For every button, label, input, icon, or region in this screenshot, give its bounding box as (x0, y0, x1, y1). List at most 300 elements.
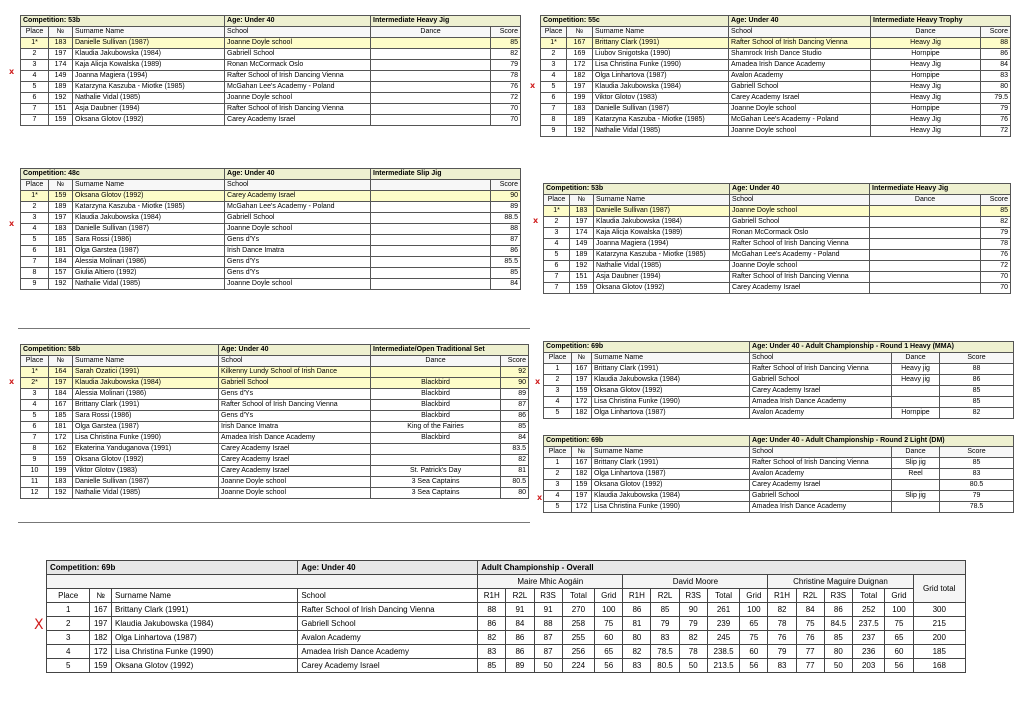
table-row (544, 364, 1014, 375)
cell-dance (371, 455, 501, 466)
cell-score: 60 (740, 645, 768, 659)
cell-dance: Heavy Jig (871, 82, 981, 93)
cell-name: Olga Linhartova (1987) (111, 631, 297, 645)
table-row (544, 283, 1011, 294)
cell-grid-total: 168 (913, 659, 965, 673)
cell-school: Joanne Doyle school (219, 488, 371, 499)
col-name: Surname Name (73, 180, 225, 191)
cell-score: 87 (534, 631, 562, 645)
age-label: Age: Under 40 (729, 16, 871, 27)
cell-number: 149 (49, 71, 73, 82)
cell-place: 5 (47, 659, 90, 673)
cell-score: 50 (534, 659, 562, 673)
cell-school: Amadea Irish Dance Academy (729, 60, 871, 71)
competition-label: Competition: 69b (544, 436, 750, 447)
cell-school: Avalon Academy (298, 631, 478, 645)
cell-dance (371, 235, 491, 246)
cell-number: 192 (567, 126, 593, 137)
cell-name: Oksana Glotov (1992) (73, 191, 225, 202)
table-row (47, 603, 966, 617)
competition-label: Competition: 58b (21, 345, 219, 356)
cell-score: 89 (506, 659, 534, 673)
table-row (21, 268, 521, 279)
cell-place: 5 (544, 250, 570, 261)
cell-dance: Slip jig (892, 491, 940, 502)
cell-name: Klaudia Jakubowska (1984) (73, 49, 225, 60)
table-row (21, 235, 521, 246)
cell-number: 189 (49, 82, 73, 93)
cell-place: 2 (544, 217, 570, 228)
cell-score: 88 (981, 38, 1011, 49)
cell-school: Joanne Doyle school (729, 126, 871, 137)
cell-score: 90 (501, 378, 529, 389)
cell-number: 192 (49, 488, 73, 499)
table-row (21, 104, 521, 115)
cell-name: Viktor Glotov (1983) (593, 93, 729, 104)
cell-number: 169 (567, 49, 593, 60)
cell-score: 83 (940, 469, 1014, 480)
table-row (544, 228, 1011, 239)
cell-name: Klaudia Jakubowska (1984) (73, 213, 225, 224)
competition-label: Competition: 69b (47, 561, 298, 575)
table-title: Intermediate Slip Jig (371, 169, 521, 180)
cell-name: Olga Garstea (1987) (73, 246, 225, 257)
cell-place: 6 (21, 246, 49, 257)
table-row (541, 115, 1011, 126)
cell-dance (371, 115, 491, 126)
judge-name: Christine Maguire Duignan (768, 575, 913, 589)
col-dance: Dance (371, 356, 501, 367)
cell-school: Joanne Doyle school (729, 104, 871, 115)
cell-name: Alessia Molinari (1986) (73, 389, 219, 400)
marker-x: x (9, 67, 15, 76)
cell-dance (371, 82, 491, 93)
cell-place: 3 (541, 60, 567, 71)
cell-score: 83 (981, 71, 1011, 82)
cell-number: 167 (90, 603, 112, 617)
cell-school: Rafter School of Irish Dancing Vienna (219, 400, 371, 411)
cell-dance (371, 257, 491, 268)
cell-school: Rafter School of Irish Dancing Vienna (730, 239, 870, 250)
table-title: Intermediate Heavy Trophy (871, 16, 1011, 27)
cell-place: 2 (541, 49, 567, 60)
cell-score: 237.5 (852, 617, 885, 631)
cell-number: 159 (572, 480, 592, 491)
cell-dance: King of the Fairies (371, 422, 501, 433)
col-dance: Dance (371, 27, 491, 38)
cell-place: 5 (21, 411, 49, 422)
cell-score: 79 (651, 617, 679, 631)
cell-place: 4 (544, 397, 572, 408)
cell-name: Ekaterina Yanduganova (1991) (73, 444, 219, 455)
cell-score: 50 (824, 659, 852, 673)
cell-score: 203 (852, 659, 885, 673)
col-dance: Dance (871, 27, 981, 38)
cell-number: 181 (49, 422, 73, 433)
cell-number: 164 (49, 367, 73, 378)
cell-name: Katarzyna Kaszuba - Miotke (1985) (594, 250, 730, 261)
cell-name: Olga Linhartova (1987) (593, 71, 729, 82)
col-name: Surname Name (592, 447, 750, 458)
cell-dance (371, 279, 491, 290)
cell-score: 56 (740, 659, 768, 673)
cell-name: Liubov Snigotska (1990) (593, 49, 729, 60)
cell-score: 82 (501, 455, 529, 466)
cell-school: Carey Academy Israel (730, 283, 870, 294)
cell-score: 82 (623, 645, 651, 659)
cell-school: Joanne Doyle school (225, 93, 371, 104)
cell-score: 86 (501, 411, 529, 422)
cell-dance (371, 202, 491, 213)
cell-grid-total: 300 (913, 603, 965, 617)
cell-school: Joanne Doyle school (730, 261, 870, 272)
cell-score: 81 (501, 466, 529, 477)
cell-score: 85 (824, 631, 852, 645)
cell-number: 183 (49, 477, 73, 488)
cell-place: 6 (544, 261, 570, 272)
cell-number: 192 (49, 279, 73, 290)
cell-school: Ronan McCormack Oslo (730, 228, 870, 239)
cell-score: 82 (940, 408, 1014, 419)
cell-name: Olga Linhartova (1987) (592, 408, 750, 419)
cell-place: 3 (544, 386, 572, 397)
cell-score: 79.5 (981, 93, 1011, 104)
cell-score: 100 (595, 603, 623, 617)
cell-name: Alessia Molinari (1986) (73, 257, 225, 268)
col-r3s: R3S (824, 589, 852, 603)
cell-name: Kaja Alicja Kowalska (1989) (594, 228, 730, 239)
cell-place: 9 (541, 126, 567, 137)
cell-name: Oksana Glotov (1992) (73, 455, 219, 466)
table-row (47, 631, 966, 645)
cell-school: Irish Dance Imatra (219, 422, 371, 433)
col-place: Place (544, 447, 572, 458)
table-row (21, 257, 521, 268)
cell-score: 75 (595, 617, 623, 631)
table-row (21, 433, 529, 444)
table-title: Intermediate Heavy Jig (870, 184, 1011, 195)
cell-place: 4 (21, 71, 49, 82)
cell-number: 167 (572, 364, 592, 375)
cell-name: Sara Rossi (1986) (73, 235, 225, 246)
cell-school: Joanne Doyle school (225, 224, 371, 235)
col-school: School (298, 589, 478, 603)
cell-place: 7 (21, 104, 49, 115)
cell-dance: Hornpipe (871, 104, 981, 115)
cell-place: 5 (541, 82, 567, 93)
cell-name: Katarzyna Kaszuba - Miotke (1985) (73, 82, 225, 93)
cell-name: Danielle Sullivan (1987) (73, 477, 219, 488)
competition-label: Competition: 53b (21, 16, 225, 27)
cell-place: 2* (21, 378, 49, 389)
cell-score: 85.5 (491, 257, 521, 268)
cell-score: 80.5 (940, 480, 1014, 491)
cell-number: 197 (572, 491, 592, 502)
cell-number: 185 (49, 411, 73, 422)
col-score: Score (501, 356, 529, 367)
cell-name: Lisa Christina Funke (1990) (73, 433, 219, 444)
judge-name: David Moore (623, 575, 768, 589)
cell-number: 184 (49, 389, 73, 400)
cell-name: Asja Daubner (1994) (594, 272, 730, 283)
cell-number: 199 (567, 93, 593, 104)
cell-score: 76 (981, 250, 1011, 261)
results-table-69b-round2 (543, 435, 1013, 513)
judges-spacer (47, 575, 478, 589)
table-row (47, 659, 966, 673)
table-row (544, 491, 1014, 502)
cell-score: 86 (623, 603, 651, 617)
col-school: School (219, 356, 371, 367)
cell-dance (892, 386, 940, 397)
col-score: Score (981, 27, 1011, 38)
col-grid: Grid (595, 589, 623, 603)
cell-dance: Hornpipe (892, 408, 940, 419)
cell-school: Gabriell School (219, 378, 371, 389)
col-place: Place (47, 589, 90, 603)
col-total: Total (707, 589, 740, 603)
cell-place: 1 (544, 458, 572, 469)
table-row (544, 502, 1014, 513)
cell-dance: Hornpipe (871, 71, 981, 82)
table-row (541, 104, 1011, 115)
table-row (47, 617, 966, 631)
cell-score: 82 (679, 631, 707, 645)
cell-score: 258 (562, 617, 595, 631)
cell-number: 167 (567, 38, 593, 49)
cell-score: 75 (796, 617, 824, 631)
table-row (21, 455, 529, 466)
cell-school: Gabriell School (298, 617, 478, 631)
cell-dance (870, 250, 981, 261)
table-row (541, 126, 1011, 137)
age-label: Age: Under 40 - Adult Championship - Round 2 Light (DM) (750, 436, 1014, 447)
cell-dance: Heavy Jig (871, 60, 981, 71)
col-place: Place (541, 27, 567, 38)
cell-number: 159 (49, 191, 73, 202)
cell-score: 60 (885, 645, 913, 659)
cell-score: 80 (981, 82, 1011, 93)
cell-number: 197 (49, 49, 73, 60)
cell-school: Carey Academy Israel (219, 455, 371, 466)
table-row (21, 411, 529, 422)
cell-number: 181 (49, 246, 73, 257)
cell-score: 80 (824, 645, 852, 659)
competition-label: Competition: 55c (541, 16, 729, 27)
cell-score: 79 (981, 228, 1011, 239)
cell-name: Nathalie Vidal (1985) (593, 126, 729, 137)
cell-place: 8 (21, 444, 49, 455)
cell-number: 197 (90, 617, 112, 631)
cell-score: 84 (491, 279, 521, 290)
col-number: № (49, 27, 73, 38)
table-row (541, 60, 1011, 71)
cell-dance (371, 367, 501, 378)
table-row (21, 389, 529, 400)
age-label: Age: Under 40 (298, 561, 478, 575)
cell-number: 172 (572, 502, 592, 513)
cell-score: 89 (491, 202, 521, 213)
cell-number: 184 (49, 257, 73, 268)
cell-name: Kaja Alicja Kowalska (1989) (73, 60, 225, 71)
table-row (21, 422, 529, 433)
cell-name: Klaudia Jakubowska (1984) (111, 617, 297, 631)
cell-score: 79 (981, 104, 1011, 115)
cell-place: 1 (47, 603, 90, 617)
cell-score: 86 (940, 375, 1014, 386)
cell-dance: St. Patrick's Day (371, 466, 501, 477)
cell-score: 239 (707, 617, 740, 631)
table-row (21, 49, 521, 60)
cell-place: 12 (21, 488, 49, 499)
cell-place: 2 (21, 202, 49, 213)
cell-school: Kilkenny Lundy School of Irish Dance (219, 367, 371, 378)
cell-school: Amadea Irish Dance Academy (298, 645, 478, 659)
cell-place: 7 (21, 257, 49, 268)
table-row (541, 49, 1011, 60)
cell-score: 82 (491, 49, 521, 60)
cell-place: 5 (21, 82, 49, 93)
cell-number: 159 (49, 455, 73, 466)
cell-score: 85 (940, 386, 1014, 397)
cell-school: Carey Academy Israel (225, 115, 371, 126)
cell-dance: Blackbird (371, 400, 501, 411)
cell-place: 3 (544, 480, 572, 491)
col-total: Total (852, 589, 885, 603)
table-row (544, 217, 1011, 228)
cell-grid-total: 200 (913, 631, 965, 645)
cell-score: 85 (478, 659, 506, 673)
cell-school: Irish Dance Imatra (225, 246, 371, 257)
cell-score: 65 (740, 617, 768, 631)
cell-number: 183 (49, 38, 73, 49)
cell-place: 11 (21, 477, 49, 488)
cell-school: Carey Academy Israel (225, 191, 371, 202)
cell-place: 1* (21, 367, 49, 378)
col-score: Score (981, 195, 1011, 206)
cell-score: 56 (885, 659, 913, 673)
cell-place: 9 (21, 455, 49, 466)
cell-name: Sara Rossi (1986) (73, 411, 219, 422)
cell-place: 2 (21, 49, 49, 60)
cell-name: Sarah Ozatici (1991) (73, 367, 219, 378)
col-r1h: R1H (623, 589, 651, 603)
col-grid: Grid (740, 589, 768, 603)
cell-name: Brittany Clark (1991) (592, 458, 750, 469)
col-r1h: R1H (478, 589, 506, 603)
cell-score: 91 (506, 603, 534, 617)
cell-place: 2 (47, 617, 90, 631)
table-row (544, 397, 1014, 408)
cell-place: 6 (541, 93, 567, 104)
cell-place: 4 (544, 239, 570, 250)
cell-name: Brittany Clark (1991) (593, 38, 729, 49)
cell-score: 70 (981, 283, 1011, 294)
cell-place: 10 (21, 466, 49, 477)
table-row (544, 250, 1011, 261)
cell-score: 79 (940, 491, 1014, 502)
cell-dance (870, 228, 981, 239)
cell-dance (870, 272, 981, 283)
cell-number: 174 (570, 228, 594, 239)
col-name: Surname Name (592, 353, 750, 364)
table-row (21, 279, 521, 290)
cell-number: 167 (572, 458, 592, 469)
cell-score: 91 (534, 603, 562, 617)
cell-school: Gens d'Ys (225, 235, 371, 246)
cell-school: Avalon Academy (729, 71, 871, 82)
cell-name: Danielle Sullivan (1987) (593, 104, 729, 115)
cell-number: 172 (90, 645, 112, 659)
cell-score: 83 (478, 645, 506, 659)
col-grid-total: Grid total (913, 575, 965, 603)
cell-name: Brittany Clark (1991) (111, 603, 297, 617)
table-row (21, 444, 529, 455)
cell-score: 78 (768, 617, 796, 631)
cell-place: 7 (21, 115, 49, 126)
cell-number: 183 (567, 104, 593, 115)
cell-score: 50 (679, 659, 707, 673)
cell-number: 182 (572, 469, 592, 480)
cell-dance (371, 224, 491, 235)
cell-score: 78.5 (940, 502, 1014, 513)
cell-score: 80.5 (501, 477, 529, 488)
cell-name: Nathalie Vidal (1985) (73, 279, 225, 290)
table-row (544, 272, 1011, 283)
cell-score: 270 (562, 603, 595, 617)
cell-dance (371, 213, 491, 224)
cell-dance (870, 239, 981, 250)
cell-name: Viktor Glotov (1983) (73, 466, 219, 477)
cell-place: 1 (544, 364, 572, 375)
results-table-55c (540, 15, 1010, 137)
marker-x: x (533, 216, 539, 225)
cell-score: 79 (491, 60, 521, 71)
cell-score: 87 (491, 235, 521, 246)
cell-place: 4 (47, 645, 90, 659)
marker-x: x (9, 219, 15, 228)
cell-dance (870, 206, 981, 217)
table-row (544, 375, 1014, 386)
cell-score: 256 (562, 645, 595, 659)
col-school: School (729, 27, 871, 38)
col-score: Score (940, 447, 1014, 458)
table-row (21, 60, 521, 71)
cell-score: 80.5 (651, 659, 679, 673)
cell-score: 76 (796, 631, 824, 645)
cell-score: 70 (981, 272, 1011, 283)
col-dance (371, 180, 491, 191)
cell-number: 151 (570, 272, 594, 283)
cell-number: 159 (90, 659, 112, 673)
cell-school: Carey Academy Israel (219, 466, 371, 477)
cell-score: 85 (651, 603, 679, 617)
cell-score: 86 (824, 603, 852, 617)
cell-number: 185 (49, 235, 73, 246)
col-number: № (49, 356, 73, 367)
cell-name: Asja Daubner (1994) (73, 104, 225, 115)
cell-name: Brittany Clark (1991) (592, 364, 750, 375)
cell-school: Carey Academy Israel (750, 386, 892, 397)
cell-score: 252 (852, 603, 885, 617)
col-number: № (570, 195, 594, 206)
cell-dance: Heavy jig (892, 364, 940, 375)
cell-score: 236 (852, 645, 885, 659)
cell-score: 84 (506, 617, 534, 631)
cell-name: Oksana Glotov (1992) (594, 283, 730, 294)
cell-score: 85 (940, 397, 1014, 408)
divider-line (18, 522, 530, 523)
